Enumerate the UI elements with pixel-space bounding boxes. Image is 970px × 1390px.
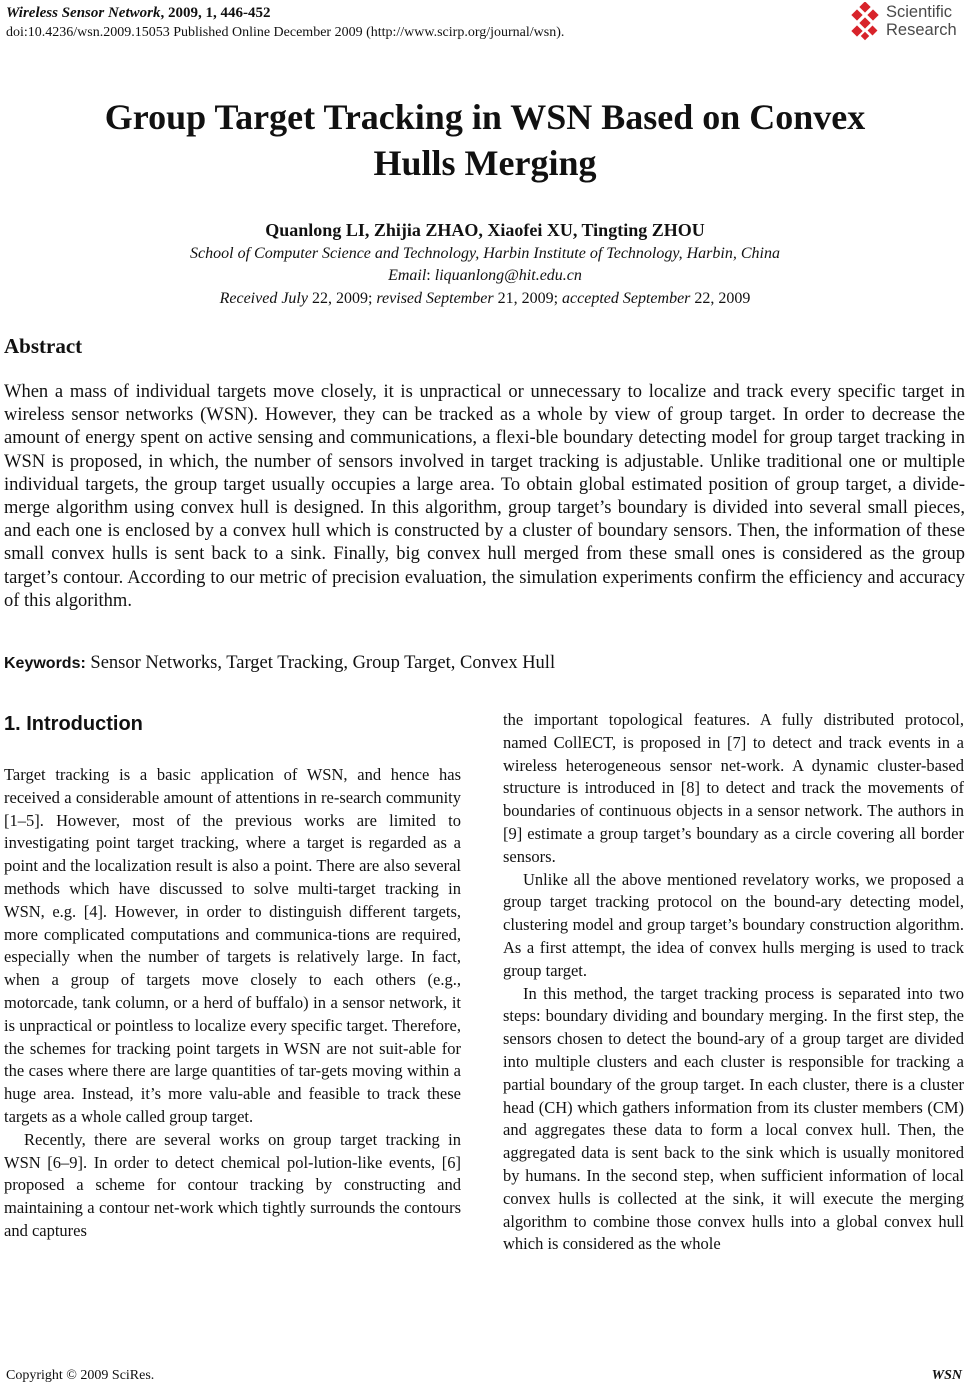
title-line-2: Hulls Merging: [373, 143, 597, 183]
doi-line: doi:10.4236/wsn.2009.15053 Published Online December 2009 (http://www.scirp.org/journal/wsn).: [6, 25, 565, 40]
copyright-footer: Copyright © 2009 SciRes.: [6, 1368, 155, 1383]
paragraph: In this method, the target tracking process is separated into two steps: boundary dividing and boundary merging. In the first step, the sensors chosen to detect the bound-ary of a group target are divided into multiple clusters and each cluster is responsible for tracking a partial boundary of the group target. In each cluster, there is a cluster head (CH) which gathers information from its cluster members (CM) and aggregates these data to form a local convex hull. Then, the aggregated data is sent back to the sink which is usually monitored by humans. In the second step, when sufficient information of local convex hulls is collected at the sink, it will execute the merging algorithm to combine those convex hulls into a global convex hull which is considered as the whole: [503, 983, 964, 1254]
title-line-1: Group Target Tracking in WSN Based on Convex: [104, 97, 866, 137]
logo-line-research: Research: [886, 21, 957, 39]
journal-abbreviation-footer: WSN: [931, 1368, 962, 1383]
paper-title: [0, 94, 970, 186]
paragraph: Target tracking is a basic application of WSN, and hence has received a considerable amount of attentions in re-search community [1–5]. However, most of the previous works are limited to investigating point target tracking, where a target is regarded as a point and the localization result is also a point. There are also several methods which have discussed to solve multi-target tracking in WSN, e.g. [4]. However, in order to distinguish different targets, more complicated computations and communica-tions are required, especially when the number of targets is relatively large. In fact, when a group of targets move closely to each others (e.g., motorcade, tank column, or a herd of buffalo) in a sensor network, it is unpractical or pointless to localize every specific target. Therefore, the schemes for tracking point targets in WSN are not suit-able for the cases where there are large quantities of tar-gets moving within a huge area. Instead, it’s more valu-able and feasible to track these targets as a whole called group target.: [4, 765, 461, 1126]
received-label: Received July: [219, 290, 308, 307]
revised-label: revised September: [376, 290, 494, 307]
keywords-line: [4, 651, 555, 676]
author-list: Quanlong LI, Zhijia ZHAO, Xiaofei XU, Tingting ZHOU: [265, 220, 705, 240]
affiliation: School of Computer Science and Technology, Harbin Institute of Technology, Harbin, China: [190, 245, 780, 262]
publisher-logo: [848, 2, 970, 42]
journal-volume-info: , 2009, 1, 446-452: [160, 5, 271, 21]
journal-name: Wireless Sensor Network: [6, 5, 161, 21]
keywords-text: Sensor Networks, Target Tracking, Group Target, Convex Hull: [85, 653, 556, 673]
revised-date: 21, 2009;: [493, 290, 563, 307]
email-separator: :: [426, 267, 435, 284]
accepted-label: accepted September: [562, 290, 691, 307]
journal-citation: [6, 4, 270, 23]
logo-line-scientific: Scientific: [886, 3, 953, 21]
publication-dates: [0, 288, 970, 310]
abstract-heading: Abstract: [4, 334, 83, 358]
accepted-date: 22, 2009: [690, 290, 751, 307]
paragraph: the important topological features. A fully distributed protocol, named CollECT, is proposed in [7] to detect and track events in a wireless heterogeneous sensor net-work. A dynamic cluster-based structure is introduced in [8] to detect and track the movements of boundaries of continuous objects in a sensor network. The authors in [9] estimate a group target’s boundary as a circle covering all border sensors.: [503, 710, 964, 866]
abstract-text: When a mass of individual targets move closely, it is unpractical or unnecessary to localize and track every specific target in wireless sensor networks (WSN). However, they can be tracked as a whole by view of group target. In order to decrease the amount of energy spent on active sensing and communications, a flexi-ble boundary detecting model for group target tracking in WSN is proposed, in which, the number of sensors involved in target tracking is adjustable. Unlike traditional one or multiple individual targets, the group target usually occupies a large area. To obtain global estimated position of group target, a divide-merge algorithm using convex hull is designed. In this algorithm, group target’s boundary is divided into several small pieces, and each one is enclosed by a convex hull which is constructed by a cluster of boundary sensors. Then, the information of these small convex hulls is sent back to a sink. Finally, big convex hull merged from these small ones is considered as the group target’s contour. According to our metric of precision evaluation, the simulation experiments confirm the efficiency and accuracy of this algorithm.: [4, 382, 965, 611]
email-line: [0, 265, 970, 287]
received-date: 22, 2009;: [307, 290, 377, 307]
email-label: Email: [388, 267, 427, 284]
paragraph: Recently, there are several works on group target tracking in WSN [6–9]. In order to detect chemical pol-lution-like events, [6] proposed a scheme for contour tracking by constructing and maintaining a contour net-work which tightly surrounds the contours and captures: [4, 1129, 461, 1240]
logo-text: [886, 3, 957, 39]
section-heading-introduction: 1. Introduction: [4, 713, 143, 735]
email-address: liquanlong@hit.edu.cn: [434, 267, 582, 284]
right-column: [503, 709, 964, 1256]
left-column: [4, 764, 461, 1243]
keywords-label: Keywords:: [4, 655, 86, 672]
scientific-research-logo-icon: [848, 2, 884, 42]
paragraph: Unlike all the above mentioned revelatory works, we proposed a group target tracking protocol on the bound-ary detecting model, clustering model and group target’s boundary construction algorithm. As a first attempt, the idea of convex hulls merging is used to track group target.: [503, 869, 964, 980]
